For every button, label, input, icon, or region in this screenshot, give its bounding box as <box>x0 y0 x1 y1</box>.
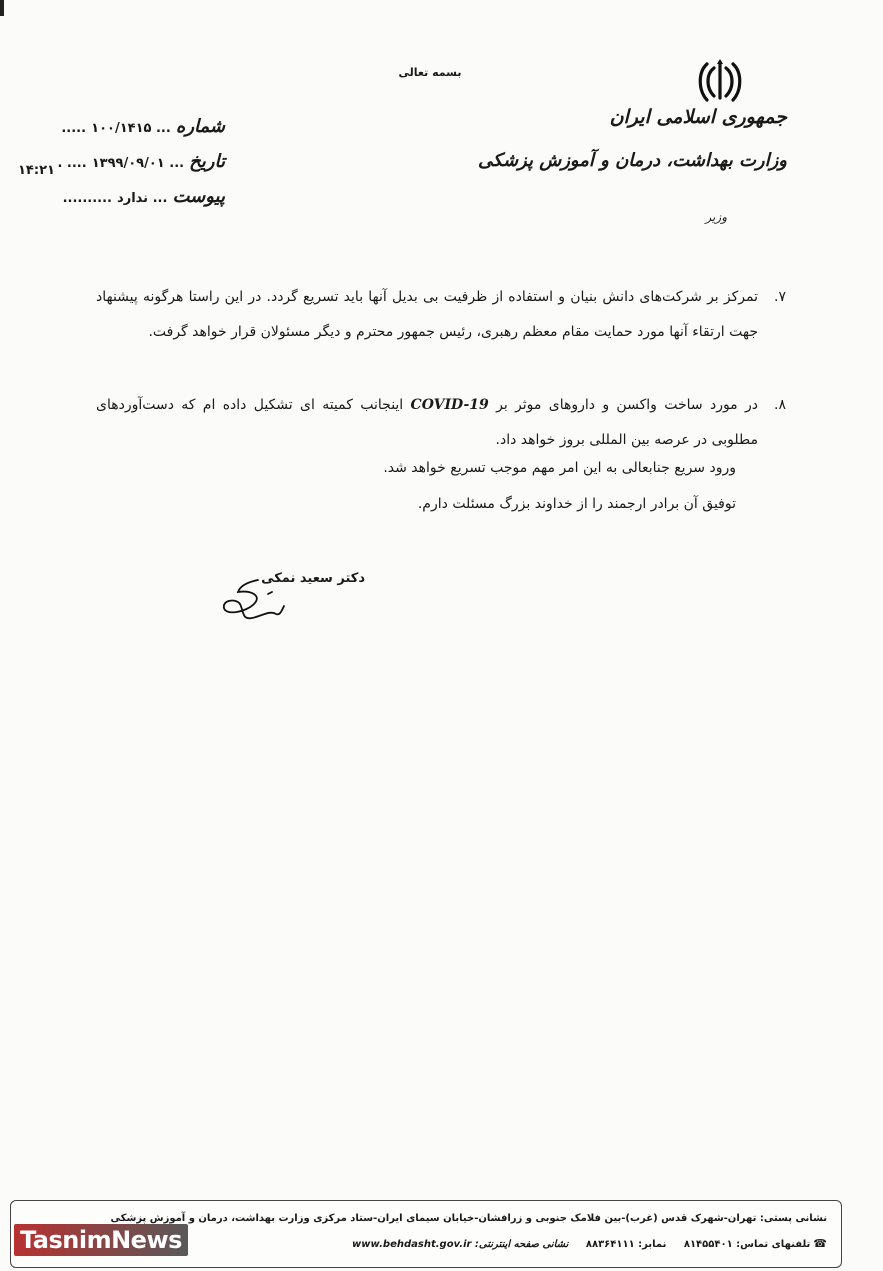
signature-scribble <box>218 576 288 626</box>
invocation-heading: بسمه تعالی <box>398 66 462 79</box>
footer-fax: نمابر: ۸۸۳۶۴۱۱۱ <box>585 1239 667 1250</box>
paragraph-7-text: تمرکز بر شرکت‌های دانش بنیان و استفاده از ظرفیت بی بدیل آنها باید تسریع گردد. در این راستا هرگونه پیشنهاد جهت ارتقاء آنها مورد حمایت مقام معظم رهبری، رئیس جمهور محترم و دیگر مسئولان قرار خواهد گرفت. <box>96 289 758 340</box>
closing-line-2: توفیق آن برادر ارجمند را از خداوند بزرگ مسئلت دارم. <box>417 496 736 512</box>
page-edge-mark <box>0 0 4 16</box>
office-label: وزیر <box>705 210 727 224</box>
letter-number-row: شماره ... ۱۰۰/۱۴۱۵ ..... <box>61 116 225 137</box>
footer-address: نشانی پستی: تهران-شهرک قدس (غرب)-بین فلامک جنوبی و زرافشان-خیابان سیمای ایران-ستاد مرکزی وزارت بهداشت، درمان و آموزش پزشکی <box>110 1213 827 1224</box>
paragraph-7 <box>96 280 786 350</box>
attachment-row: پیوست ... ندارد .......... <box>62 186 225 207</box>
paragraph-8-text-before: در مورد ساخت واکسن و داروهای موثر بر <box>496 397 759 413</box>
signer-name: دکتر سعید نمکی <box>261 571 365 586</box>
letter-date-row: تاریخ ... ۱۳۹۹/۰۹/۰۱ .... . <box>57 151 225 172</box>
footer-contacts <box>338 1237 827 1250</box>
time-stamp: ۱۴:۲۱ <box>18 163 55 178</box>
paragraph-8 <box>96 388 786 458</box>
date-label: تاریخ <box>189 151 225 172</box>
closing-line-1: ورود سریع جنابعالی به این امر مهم موجب تسریع خواهد شد. <box>383 460 736 476</box>
attachment-label: پیوست <box>172 186 225 207</box>
paragraph-7-number: ۷. <box>774 289 786 305</box>
number-label: شماره <box>175 116 225 137</box>
footer-phone: تلفنهای تماس: ۸۱۴۵۵۴۰۱ <box>683 1239 811 1250</box>
paragraph-8-number: ۸. <box>774 397 786 413</box>
ministry-title: وزارت بهداشت، درمان و آموزش پزشکی <box>478 150 787 171</box>
iran-emblem-icon <box>696 58 744 104</box>
paragraph-8-text-after: اینجانب کمیته ای تشکیل داده ام که دست‌آوردهای مطلوبی در عرصه بین المللی بروز خواهد داد. <box>96 397 758 448</box>
phone-icon: ☎ <box>813 1237 827 1250</box>
attachment-value: ندارد <box>117 191 149 206</box>
number-value: ۱۰۰/۱۴۱۵ <box>91 121 152 136</box>
footer-website: نشانی صفحه اینترنتی: www.behdasht.gov.ir <box>352 1239 569 1250</box>
republic-title: جمهوری اسلامی ایران <box>609 106 787 128</box>
tasnim-watermark: TasnimNews <box>14 1224 188 1256</box>
date-value: ۱۳۹۹/۰۹/۰۱ <box>91 156 165 171</box>
covid-keyword: COVID-19 <box>410 397 489 413</box>
